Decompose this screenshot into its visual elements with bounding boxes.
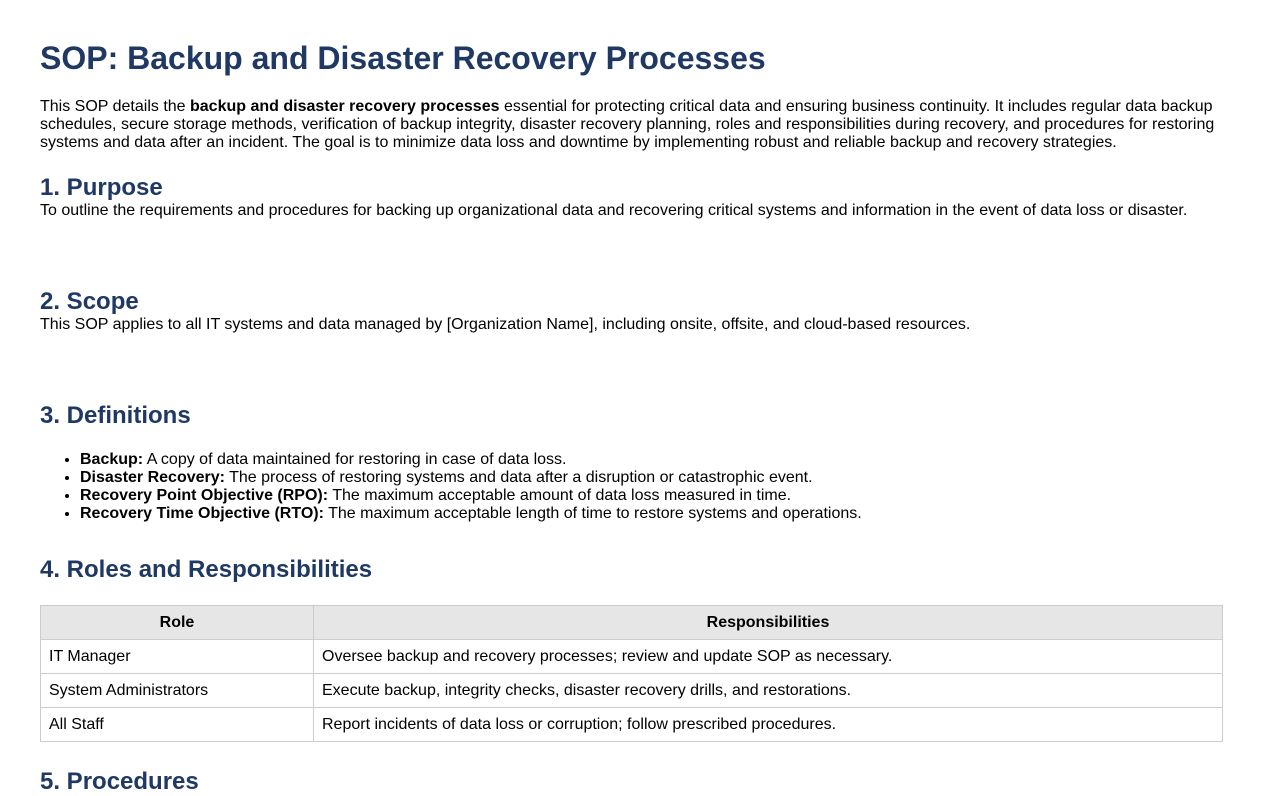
scope-text: This SOP applies to all IT systems and data managed by [Organization Name], including onsite, offsite, and cloud-based resources.	[40, 316, 971, 333]
procedures-heading: 5. Procedures	[40, 768, 199, 795]
table-row	[41, 640, 1223, 674]
intro-text-end: essential for protecting critical data and ensuring business continuity. It includes regular data backup schedules, secure storage methods, verification of backup integrity, disaster recovery planning, roles and responsibilities during recovery, and procedures for restoring systems and data after an incident. The goal is to minimize data loss and downtime by implementing robust and reliable backup and recovery strategies.	[40, 98, 1215, 151]
table-row	[41, 708, 1223, 742]
purpose-text: To outline the requirements and procedures for backing up organizational data and recovering critical systems and information in the event of data loss or disaster.	[40, 202, 1188, 219]
definition-term: Backup:	[80, 451, 144, 468]
column-header-role: Role	[41, 606, 314, 640]
definition-text: The process of restoring systems and data after a disruption or catastrophic event.	[224, 469, 813, 486]
intro-paragraph	[40, 98, 1223, 152]
purpose-heading: 1. Purpose	[40, 174, 163, 201]
responsibility-cell: Report incidents of data loss or corruption; follow prescribed procedures.	[314, 708, 1223, 742]
definition-item	[80, 487, 1223, 505]
roles-heading: 4. Roles and Responsibilities	[40, 556, 373, 583]
definition-term: Disaster Recovery:	[80, 469, 225, 486]
responsibility-cell: Oversee backup and recovery processes; review and update SOP as necessary.	[314, 640, 1223, 674]
definition-text: A copy of data maintained for restoring in case of data loss.	[143, 451, 567, 468]
intro-text-start: This SOP details the	[40, 98, 190, 115]
role-cell: IT Manager	[41, 640, 314, 674]
role-cell: All Staff	[41, 708, 314, 742]
definition-term: Recovery Time Objective (RTO):	[80, 505, 324, 522]
definition-item	[80, 469, 1223, 487]
definitions-list	[40, 451, 1223, 523]
page-title: SOP: Backup and Disaster Recovery Processes	[40, 40, 766, 76]
role-cell: System Administrators	[41, 674, 314, 708]
table-header-row	[41, 606, 1223, 640]
roles-table	[40, 605, 1223, 742]
column-header-responsibilities: Responsibilities	[314, 606, 1223, 640]
intro-text-bold: backup and disaster recovery processes	[190, 98, 500, 115]
table-row	[41, 674, 1223, 708]
definition-text: The maximum acceptable length of time to restore systems and operations.	[323, 505, 862, 522]
definition-term: Recovery Point Objective (RPO):	[80, 487, 329, 504]
scope-heading: 2. Scope	[40, 288, 139, 315]
definition-item	[80, 505, 1223, 523]
definition-text: The maximum acceptable amount of data loss measured in time.	[328, 487, 792, 504]
definition-item	[80, 451, 1223, 469]
responsibility-cell: Execute backup, integrity checks, disaster recovery drills, and restorations.	[314, 674, 1223, 708]
definitions-heading: 3. Definitions	[40, 402, 191, 429]
